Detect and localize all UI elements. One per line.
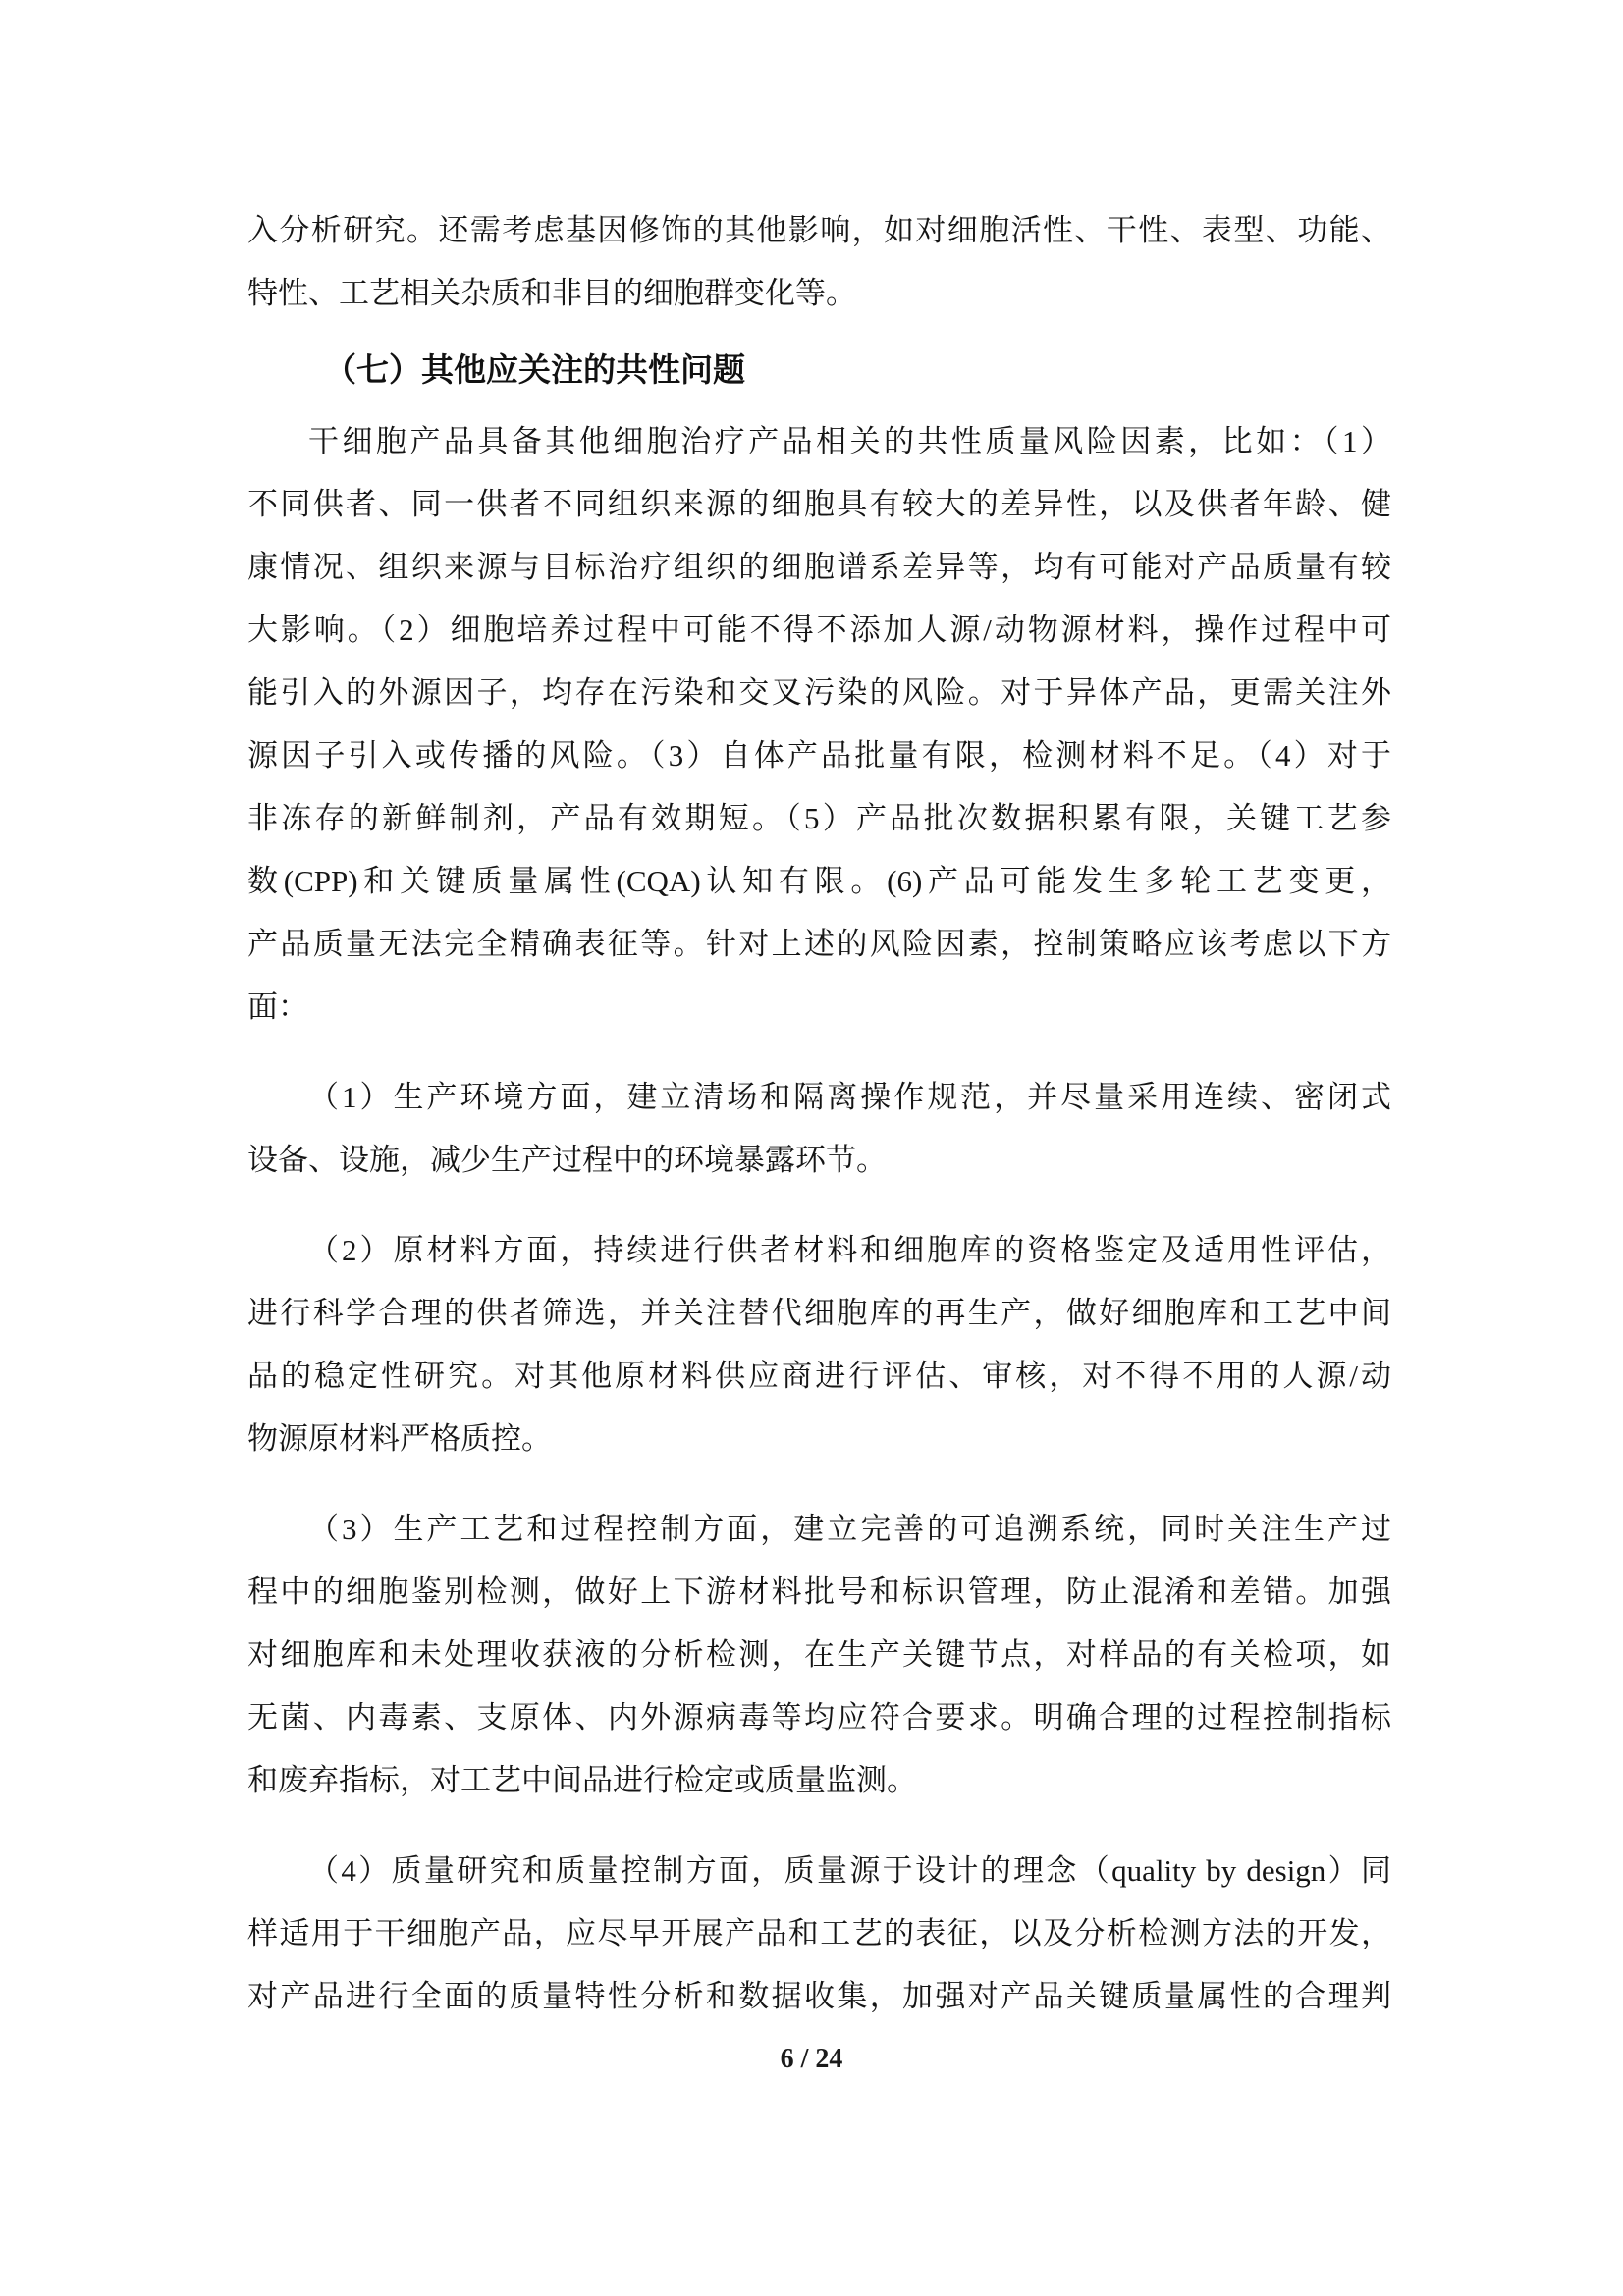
text-line: 进行科学合理的供者筛选，并关注替代细胞库的再生产，做好细胞库和工艺中间 [247, 1296, 1391, 1330]
text-line: 数(CPP)和关键质量属性(CQA)认知有限。(6)产品可能发生多轮工艺变更， [247, 864, 1391, 898]
text-line: 康情况、组织来源与目标治疗组织的细胞谱系差异等，均有可能对产品质量有较 [247, 550, 1391, 584]
text-line: 干细胞产品具备其他细胞治疗产品相关的共性质量风险因素，比如：（1） [308, 424, 1391, 458]
paragraph [247, 1498, 1391, 1812]
text-line: 源因子引入或传播的风险。（3）自体产品批量有限，检测材料不足。（4）对于 [247, 738, 1391, 773]
paragraph [247, 1219, 1391, 1470]
text-line: 不同供者、同一供者不同组织来源的细胞具有较大的差异性，以及供者年龄、健 [247, 487, 1391, 521]
page-body [247, 199, 1391, 2028]
text-line: 物源原材料严格质控。 [247, 1421, 552, 1456]
page-footer [0, 2042, 1623, 2077]
text-line: （4）质量研究和质量控制方面，质量源于设计的理念（quality by design）同 [308, 1853, 1391, 1888]
text-line: 样适用于干细胞产品，应尽早开展产品和工艺的表征，以及分析检测方法的开发， [247, 1916, 1391, 1950]
paragraph [247, 1066, 1391, 1192]
page-number: 6 / 24 [780, 2044, 843, 2074]
paragraph [247, 1840, 1391, 2028]
text-line: （1）生产环境方面，建立清场和隔离操作规范，并尽量采用连续、密闭式 [308, 1080, 1391, 1114]
text-line: 无菌、内毒素、支原体、内外源病毒等均应符合要求。明确合理的过程控制指标 [247, 1700, 1391, 1735]
text-line: 设备、设施，减少生产过程中的环境暴露环节。 [247, 1143, 887, 1177]
text-line: 能引入的外源因子，均存在污染和交叉污染的风险。对于异体产品，更需关注外 [247, 675, 1391, 710]
text-line: 品的稳定性研究。对其他原材料供应商进行评估、审核，对不得不用的人源/动 [247, 1359, 1391, 1393]
text-line: 特性、工艺相关杂质和非目的细胞群变化等。 [247, 276, 856, 310]
text-line: 大影响。（2）细胞培养过程中可能不得不添加人源/动物源材料，操作过程中可 [247, 613, 1391, 647]
text-line: 非冻存的新鲜制剂，产品有效期短。（5）产品批次数据积累有限，关键工艺参 [247, 801, 1391, 835]
text-line: 产品质量无法完全精确表征等。针对上述的风险因素，控制策略应该考虑以下方 [247, 927, 1391, 961]
paragraph [247, 410, 1391, 1039]
paragraph-continuation [247, 199, 1391, 325]
text-line: （3）生产工艺和过程控制方面，建立完善的可追溯系统，同时关注生产过 [308, 1512, 1391, 1546]
text-line: 对细胞库和未处理收获液的分析检测，在生产关键节点，对样品的有关检项，如 [247, 1637, 1391, 1672]
text-line: 和废弃指标，对工艺中间品进行检定或质量监测。 [247, 1763, 917, 1797]
section-heading: （七）其他应关注的共性问题 [324, 351, 745, 388]
text-line: 程中的细胞鉴别检测，做好上下游材料批号和标识管理，防止混淆和差错。加强 [247, 1575, 1391, 1609]
text-line: 入分析研究。还需考虑基因修饰的其他影响，如对细胞活性、干性、表型、功能、 [247, 213, 1391, 247]
text-line: 对产品进行全面的质量特性分析和数据收集，加强对产品关键质量属性的合理判 [247, 1979, 1391, 2013]
text-line: （2）原材料方面，持续进行供者材料和细胞库的资格鉴定及适用性评估， [308, 1233, 1391, 1267]
text-line: 面： [247, 989, 308, 1024]
